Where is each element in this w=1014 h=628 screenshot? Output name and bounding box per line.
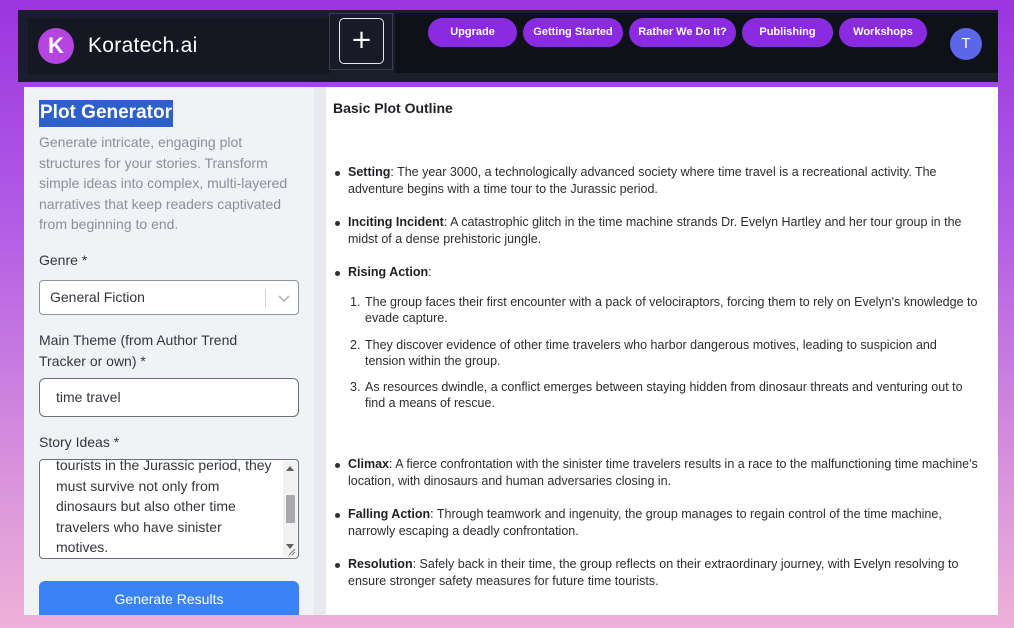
rising-action-step — [350, 380, 980, 411]
nav-getting-started-button[interactable]: Getting Started — [523, 18, 623, 47]
resize-grip-icon[interactable] — [288, 548, 296, 556]
rising-action-step — [350, 338, 980, 369]
nav-rather-we-do-it-button[interactable]: Rather We Do It? — [629, 18, 736, 47]
theme-label: Main Theme (from Author Trend Tracker or own) * — [39, 332, 238, 369]
falling-action-text: : Through teamwork and ingenuity, the group manages to regain control of the time machine, narrowly escaping a deadly confrontation. — [348, 507, 942, 538]
inciting-incident-text: : A catastrophic glitch in the time machine strands Dr. Evelyn Hartley and her tour group in the midst of a dense prehistoric jungle. — [348, 215, 962, 246]
inciting-incident-item — [348, 214, 978, 247]
rising-action-step-text: They discover evidence of other time travelers who harbor dangerous motives, leading to suspicion and tension within the group. — [365, 338, 937, 368]
rising-action-item — [348, 264, 978, 281]
rising-action-step-text: As resources dwindle, a conflict emerges between staying hidden from dinosaur threats and venturing out to find a means of rescue. — [365, 380, 963, 410]
setting-heading: Setting — [348, 165, 391, 179]
story-ideas-value: tourists in the Jurassic period, they must survive not only from dinosaurs but also other time travelers who have sinister motives. — [56, 459, 272, 555]
step-number: 3. — [350, 380, 361, 394]
genre-label: Genre * — [39, 252, 88, 268]
theme-input[interactable] — [39, 378, 299, 417]
user-avatar[interactable]: T — [950, 28, 982, 60]
add-button[interactable]: + — [339, 18, 384, 64]
generate-results-button[interactable]: Generate Results — [39, 581, 299, 615]
step-number: 2. — [350, 338, 361, 352]
story-ideas-label: Story Ideas * — [39, 434, 120, 450]
rising-action-step-text: The group faces their first encounter with a pack of velociraptors, forcing them to rely on Evelyn's knowledge to evade capture. — [365, 295, 978, 325]
output-title: Basic Plot Outline — [333, 100, 453, 116]
scroll-up-icon[interactable] — [286, 466, 294, 471]
page-title: Plot Generator — [39, 100, 173, 127]
textarea-scrollbar[interactable] — [283, 461, 297, 557]
resolution-text: : Safely back in their time, the group reflects on their extraordinary journey, with Evelyn resolving to ensure stronger safety measures for future time tourists. — [348, 557, 959, 588]
select-divider — [265, 289, 266, 307]
setting-item — [348, 164, 978, 197]
inciting-incident-heading: Inciting Incident — [348, 215, 444, 229]
falling-action-item — [348, 506, 978, 539]
koratech-logo-icon: K — [38, 28, 74, 64]
brand[interactable] — [28, 18, 330, 74]
resolution-heading: Resolution — [348, 557, 413, 571]
resolution-item — [348, 556, 978, 589]
genre-value: General Fiction — [50, 289, 145, 305]
climax-item — [348, 456, 978, 489]
story-ideas-textarea[interactable] — [39, 459, 299, 559]
page-description: Generate intricate, engaging plot structures for your stories. Transform simple ideas into complex, multi-layered narratives that keep readers captivated from beginning to end. — [39, 134, 288, 232]
panel-divider — [314, 87, 326, 615]
add-button-frame — [329, 13, 393, 70]
setting-text: : The year 3000, a technologically advanced society where time travel is a recreational activity. The adventure begins with a time tour to the Jurassic period. — [348, 165, 937, 196]
theme-value: time travel — [56, 389, 121, 405]
falling-action-heading: Falling Action — [348, 507, 431, 521]
step-number: 1. — [350, 295, 361, 309]
output-panel — [326, 87, 998, 615]
rising-action-text: : — [428, 265, 432, 279]
climax-heading: Climax — [348, 457, 389, 471]
rising-action-heading: Rising Action — [348, 265, 429, 279]
brand-name: Koratech.ai — [88, 34, 198, 57]
scrollbar-thumb[interactable] — [286, 495, 295, 523]
form-panel — [24, 87, 314, 615]
climax-text: : A fierce confrontation with the sinister time travelers results in a race to the malfunctioning time machine's location, with dinosaurs and human adversaries closing in. — [348, 457, 978, 488]
nav-publishing-button[interactable]: Publishing — [742, 18, 833, 47]
nav-workshops-button[interactable]: Workshops — [839, 18, 927, 47]
genre-select[interactable] — [39, 280, 299, 315]
chevron-down-icon — [276, 290, 292, 306]
rising-action-step — [350, 295, 980, 326]
nav-upgrade-button[interactable]: Upgrade — [428, 18, 517, 47]
